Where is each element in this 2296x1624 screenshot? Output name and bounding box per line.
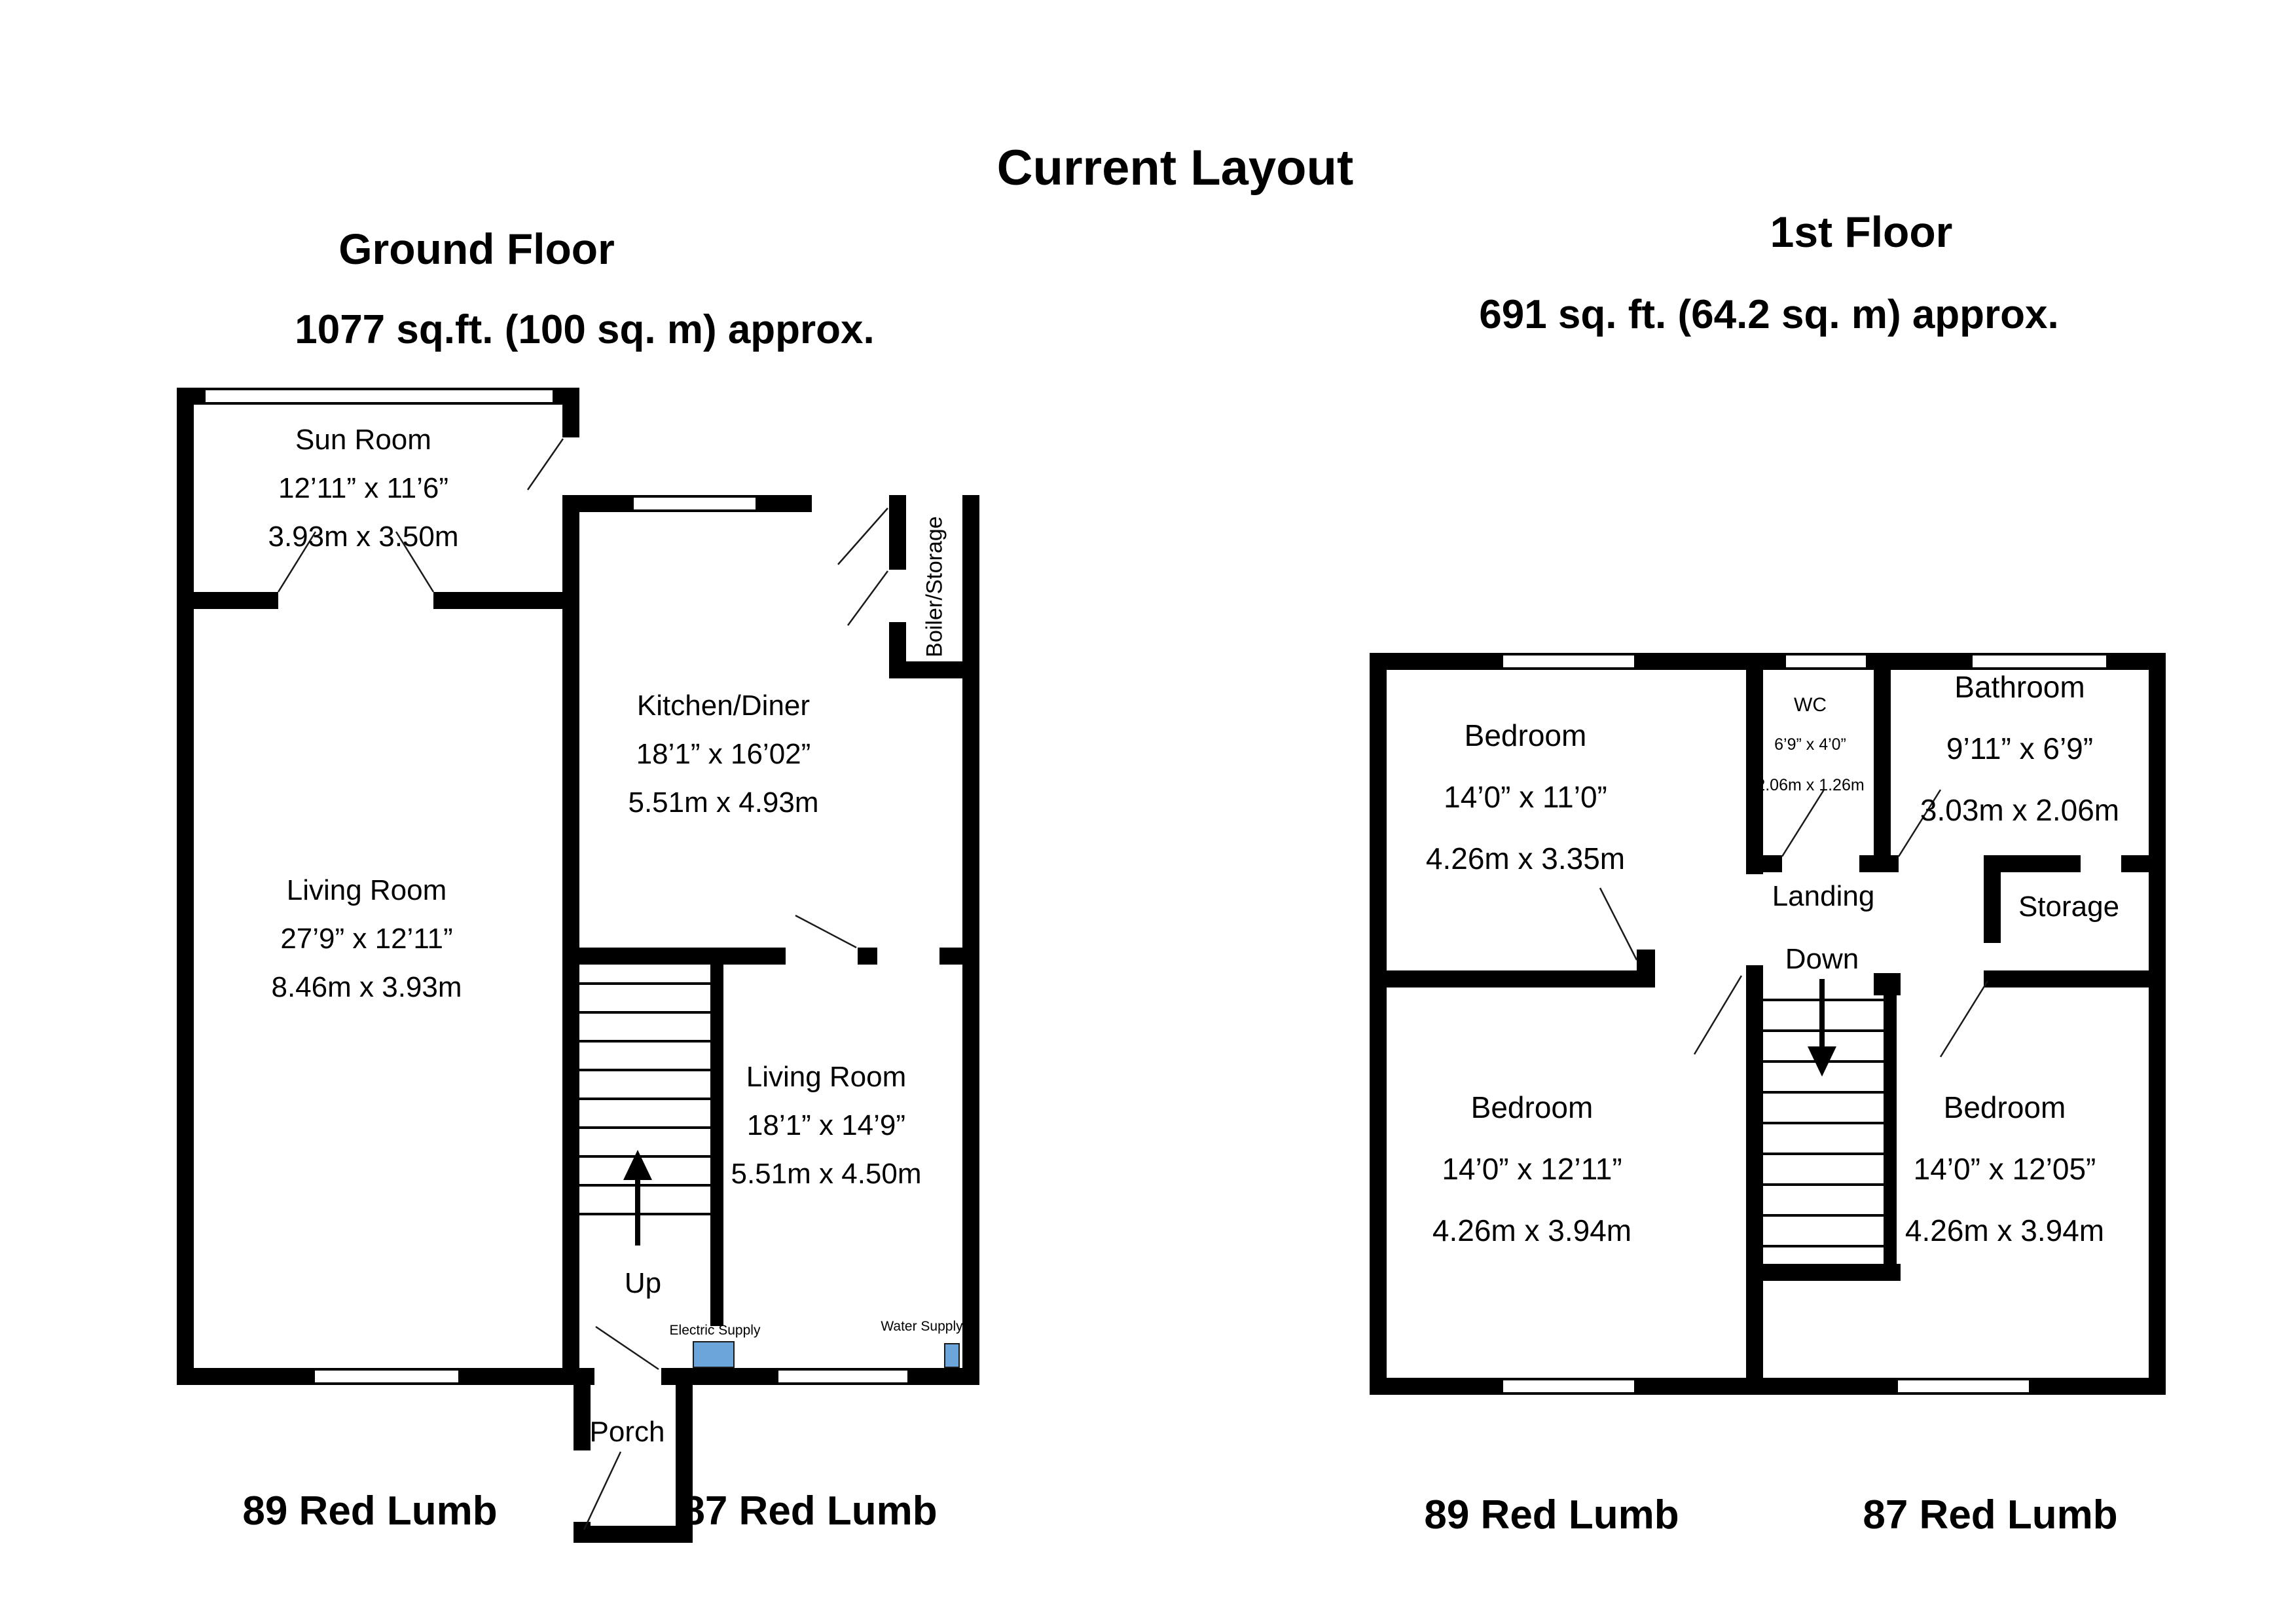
window [1501, 653, 1637, 670]
address-87-first: 87 Red Lumb [1863, 1492, 2118, 1538]
wall [1746, 1264, 1901, 1281]
room-size-metric: 5.51m x 4.93m [628, 786, 819, 819]
wall [962, 495, 979, 1385]
room-label-bathroom [1920, 672, 2119, 857]
room-size-imperial: 6’9” x 4’0” [1774, 735, 1846, 754]
room-name: Living Room [286, 874, 447, 906]
down-label: Down [1785, 943, 1859, 975]
electric-supply-box [693, 1341, 735, 1368]
water-supply-label: Water Supply [881, 1319, 963, 1334]
room-size-imperial: 14’0” x 12’05” [1913, 1152, 2096, 1186]
wall [2121, 855, 2166, 872]
room-size-metric: 4.26m x 3.35m [1425, 841, 1626, 876]
window [312, 1368, 461, 1385]
wall [579, 948, 786, 965]
room-name: Bedroom [1470, 1090, 1594, 1124]
address-89-ground: 89 Red Lumb [242, 1488, 498, 1534]
window [203, 388, 555, 405]
wall [1984, 855, 2081, 872]
room-size-imperial: 27’9” x 12’11” [280, 923, 453, 955]
wall [858, 948, 877, 965]
wall [1859, 855, 1899, 872]
room-name: Bathroom [1954, 670, 2085, 704]
room-label-wc [1756, 695, 1864, 818]
wall [562, 388, 579, 437]
window [1895, 1378, 2032, 1395]
room-name: Bedroom [1943, 1090, 2066, 1124]
room-name: WC [1794, 694, 1827, 716]
wall [1370, 653, 1387, 1395]
wall [889, 495, 906, 570]
room-size-imperial: 18’1” x 14’9” [746, 1109, 906, 1141]
room-size-imperial: 9’11” x 6’9” [1946, 731, 2094, 766]
room-size-metric: 4.26m x 3.94m [1432, 1213, 1632, 1247]
stairs [579, 982, 710, 1215]
window [631, 495, 758, 512]
room-name: Sun Room [295, 424, 431, 456]
boiler-storage-label: Boiler/Storage [922, 516, 947, 657]
room-name: Bedroom [1464, 718, 1587, 752]
room-label-living-room-89 [271, 876, 462, 1022]
wall [194, 592, 278, 609]
stairs [1763, 999, 1884, 1254]
room-size-metric: 3.03m x 2.06m [1920, 793, 2120, 827]
wall [2149, 653, 2166, 1395]
room-size-metric: 4.26m x 3.94m [1904, 1213, 2105, 1247]
room-label-bedroom-top-left [1426, 720, 1625, 905]
porch-label: Porch [589, 1416, 665, 1448]
landing-label: Landing [1772, 880, 1875, 912]
wall [177, 388, 194, 1385]
wall [433, 592, 562, 609]
window [1783, 653, 1868, 670]
room-size-metric: 8.46m x 3.93m [271, 971, 462, 1003]
wall [574, 1526, 693, 1543]
room-label-bedroom-bottom-right [1905, 1092, 2104, 1277]
wall [1884, 973, 1897, 1266]
wall [1984, 970, 2149, 987]
party-wall [562, 495, 579, 1385]
electric-supply-label: Electric Supply [669, 1323, 761, 1338]
ground-floor-heading: Ground Floor [338, 225, 615, 273]
wall [1874, 973, 1901, 995]
room-size-imperial: 14’0” x 11’0” [1444, 780, 1607, 814]
party-wall [1746, 965, 1763, 1378]
ground-floor-area: 1077 sq.ft. (100 sq. m) approx. [295, 307, 875, 352]
room-size-metric: 5.51m x 4.50m [731, 1158, 922, 1190]
room-label-bedroom-bottom-left [1432, 1092, 1631, 1277]
room-size-imperial: 14’0” x 12’11” [1442, 1152, 1622, 1186]
wall [939, 948, 962, 965]
room-label-sun-room [268, 426, 458, 571]
wall [889, 661, 962, 678]
wall [1370, 970, 1652, 987]
window [1970, 653, 2109, 670]
room-size-metric: 2.06m x 1.26m [1756, 776, 1865, 794]
window [1501, 1378, 1637, 1395]
wall [1874, 670, 1891, 872]
wall [1746, 855, 1782, 872]
first-floor-area: 691 sq. ft. (64.2 sq. m) approx. [1479, 292, 2059, 337]
water-supply-box [944, 1343, 960, 1368]
wall [710, 965, 723, 1326]
room-label-kitchen-diner [628, 692, 818, 837]
window [776, 1368, 910, 1385]
storage-label: Storage [2018, 891, 2120, 923]
wall [1984, 872, 2001, 943]
address-87-ground: 87 Red Lumb [682, 1488, 938, 1534]
first-floor-heading: 1st Floor [1770, 208, 1953, 256]
room-name: Kitchen/Diner [636, 690, 811, 722]
room-size-metric: 3.93m x 3.50m [268, 521, 459, 553]
room-size-imperial: 12’11” x 11’6” [278, 472, 449, 504]
room-name: Living Room [746, 1061, 907, 1093]
wall [1370, 1378, 2166, 1395]
address-89-first: 89 Red Lumb [1424, 1492, 1679, 1538]
wall [1637, 950, 1655, 987]
room-size-imperial: 18’1” x 16’02” [636, 738, 811, 770]
page-title: Current Layout [996, 140, 1354, 196]
room-label-living-room-87 [731, 1063, 921, 1208]
up-label: Up [624, 1267, 662, 1299]
wall [574, 1385, 591, 1450]
